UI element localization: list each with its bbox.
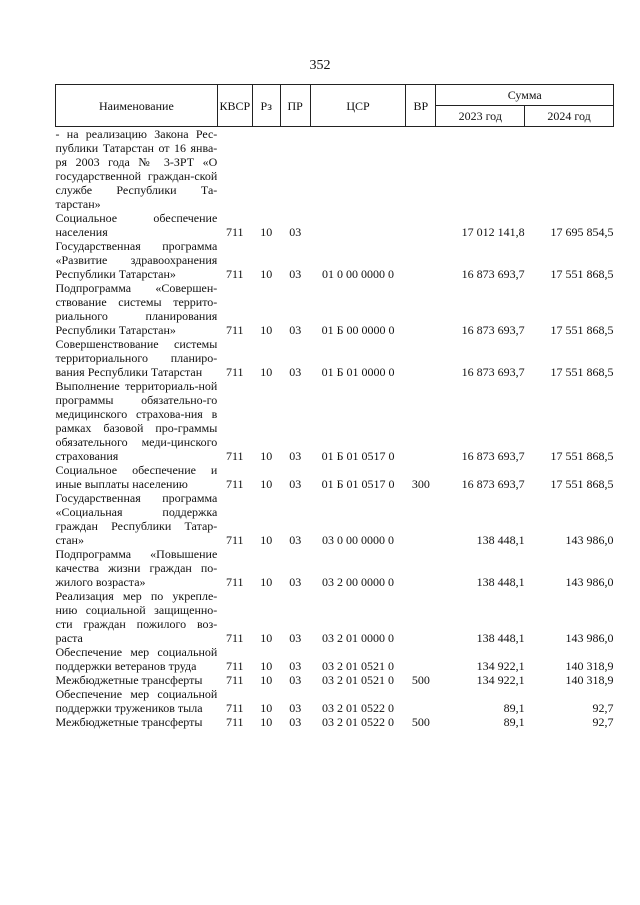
cell-pr: 03	[289, 701, 302, 715]
cell-vr	[406, 687, 436, 715]
cell-kvsr: 711	[226, 267, 244, 281]
table-row	[56, 127, 614, 212]
cell-sum-2024: 143 986,0	[565, 631, 614, 645]
table-row	[56, 673, 614, 687]
cell-sum-2024: 143 986,0	[565, 575, 614, 589]
cell-csr: 01 0 00 0000 0	[322, 267, 395, 281]
cell-kvsr	[217, 127, 252, 212]
cell-csr: 03 2 01 0521 0	[322, 673, 395, 687]
cell-pr: 03	[289, 323, 302, 337]
cell-sum-2024	[525, 127, 614, 212]
cell-pr: 03	[289, 673, 302, 687]
cell-sum-2024: 17 551 868,5	[550, 365, 614, 379]
table-row	[56, 687, 614, 715]
cell-sum-2023: 17 012 141,8	[461, 225, 525, 239]
cell-sum-2024: 17 695 854,5	[550, 225, 614, 239]
table-row	[56, 211, 614, 239]
cell-sum-2023: 16 873 693,7	[461, 365, 525, 379]
cell-csr	[310, 211, 406, 239]
cell-rz: 10	[260, 267, 273, 281]
cell-sum-2023: 16 873 693,7	[461, 323, 525, 337]
header-csr: ЦСР	[310, 85, 406, 127]
cell-vr	[406, 337, 436, 379]
cell-vr	[406, 491, 436, 547]
cell-rz: 10	[260, 449, 273, 463]
table-row	[56, 337, 614, 379]
cell-sum-2023: 89,1	[503, 701, 525, 715]
cell-sum-2024: 92,7	[592, 701, 614, 715]
cell-name: Совершенствование системы территориального планиро-вания Республики Татарстан	[55, 337, 218, 379]
cell-csr: 01 Б 01 0517 0	[321, 477, 395, 491]
cell-sum-2024: 17 551 868,5	[550, 449, 614, 463]
cell-sum-2024: 17 551 868,5	[550, 477, 614, 491]
cell-name: Государственная программа «Развитие здравоохранения Республики Татарстан»	[55, 239, 218, 281]
table-row	[56, 379, 614, 463]
cell-kvsr: 711	[226, 701, 244, 715]
cell-name: Подпрограмма «Совершен-ствование системы террито-риального планирования Республики Татарстан»	[55, 281, 218, 337]
cell-rz: 10	[260, 715, 273, 729]
cell-sum-2024: 140 318,9	[565, 673, 614, 687]
cell-pr	[280, 127, 310, 212]
cell-name: Межбюджетные трансферты	[55, 673, 203, 687]
cell-rz: 10	[260, 673, 273, 687]
cell-vr	[406, 127, 436, 212]
cell-rz: 10	[260, 701, 273, 715]
table-row	[56, 239, 614, 281]
cell-pr: 03	[289, 449, 302, 463]
table-row	[56, 281, 614, 337]
cell-pr: 03	[289, 477, 302, 491]
budget-table	[55, 84, 614, 729]
cell-sum-2024: 92,7	[592, 715, 614, 729]
header-pr: ПР	[280, 85, 310, 127]
header-year-2024: 2024 год	[525, 106, 614, 127]
cell-kvsr: 711	[226, 673, 244, 687]
cell-sum-2023: 16 873 693,7	[461, 449, 525, 463]
table-row	[56, 491, 614, 547]
table-body	[56, 127, 614, 730]
header-sum: Сумма	[436, 85, 614, 106]
table-row	[56, 589, 614, 645]
header-year-2023: 2023 год	[436, 106, 525, 127]
cell-vr	[406, 589, 436, 645]
cell-rz: 10	[260, 575, 273, 589]
cell-kvsr: 711	[226, 449, 244, 463]
cell-csr: 03 2 01 0522 0	[322, 701, 395, 715]
cell-vr	[406, 281, 436, 337]
cell-pr: 03	[289, 575, 302, 589]
cell-name: Обеспечение мер социальной поддержки ветеранов труда	[55, 645, 218, 673]
header-vr: ВР	[406, 85, 436, 127]
cell-name: Выполнение территориаль-ной программы обязательно-го медицинского страхова-ния в рамках базовой про-граммы обязательного меди-цинского страхования	[55, 379, 218, 463]
cell-sum-2023: 89,1	[503, 715, 525, 729]
cell-kvsr: 711	[226, 477, 244, 491]
cell-vr: 500	[411, 673, 430, 687]
cell-sum-2023: 134 922,1	[476, 659, 525, 673]
cell-pr: 03	[289, 715, 302, 729]
cell-rz: 10	[260, 631, 273, 645]
cell-vr: 300	[411, 477, 430, 491]
cell-csr: 01 Б 01 0000 0	[321, 365, 395, 379]
cell-sum-2023: 16 873 693,7	[461, 267, 525, 281]
cell-sum-2023: 134 922,1	[476, 673, 525, 687]
cell-name: Обеспечение мер социальной поддержки тружеников тыла	[55, 687, 218, 715]
cell-name: Социальное обеспечение населения	[55, 211, 218, 239]
cell-vr: 500	[411, 715, 430, 729]
cell-vr	[406, 239, 436, 281]
cell-csr: 03 2 01 0000 0	[322, 631, 395, 645]
cell-kvsr: 711	[226, 659, 244, 673]
cell-csr: 03 2 00 0000 0	[322, 575, 395, 589]
cell-pr: 03	[289, 631, 302, 645]
cell-rz: 10	[260, 323, 273, 337]
cell-kvsr: 711	[226, 533, 244, 547]
cell-name: Межбюджетные трансферты	[55, 715, 203, 729]
cell-csr: 01 Б 01 0517 0	[321, 449, 395, 463]
cell-name: - на реализацию Закона Рес-публики Татарстан от 16 янва-ря 2003 года № 3-ЗРТ «О государственной граждан-ской службе Республики Та-тарстан»	[55, 127, 218, 211]
cell-sum-2024: 143 986,0	[565, 533, 614, 547]
cell-sum-2024: 17 551 868,5	[550, 323, 614, 337]
cell-sum-2023: 138 448,1	[476, 533, 525, 547]
cell-sum-2023: 16 873 693,7	[461, 477, 525, 491]
header-rz: Рз	[252, 85, 280, 127]
cell-kvsr: 711	[226, 323, 244, 337]
cell-kvsr: 711	[226, 575, 244, 589]
cell-kvsr: 711	[226, 365, 244, 379]
cell-name: Подпрограмма «Повышение качества жизни граждан по-жилого возраста»	[55, 547, 218, 589]
cell-kvsr: 711	[226, 631, 244, 645]
cell-vr	[406, 211, 436, 239]
cell-pr: 03	[289, 365, 302, 379]
cell-rz: 10	[260, 225, 273, 239]
cell-sum-2023: 138 448,1	[476, 631, 525, 645]
cell-rz: 10	[260, 533, 273, 547]
cell-rz	[252, 127, 280, 212]
cell-vr	[406, 645, 436, 673]
cell-name: Реализация мер по укрепле-нию социальной защищенно-сти граждан пожилого воз-раста	[55, 589, 218, 645]
cell-name: Социальное обеспечение и иные выплаты населению	[55, 463, 218, 491]
header-name: Наименование	[56, 85, 218, 127]
table-header	[56, 85, 614, 127]
cell-vr	[406, 379, 436, 463]
cell-sum-2023	[436, 127, 525, 212]
cell-rz: 10	[260, 365, 273, 379]
cell-sum-2024: 17 551 868,5	[550, 267, 614, 281]
cell-kvsr: 711	[226, 715, 244, 729]
table-row	[56, 715, 614, 729]
cell-pr: 03	[289, 225, 302, 239]
table-row	[56, 645, 614, 673]
cell-sum-2023: 138 448,1	[476, 575, 525, 589]
cell-csr: 03 2 01 0522 0	[322, 715, 395, 729]
page-number: 352	[309, 58, 331, 73]
cell-pr: 03	[289, 533, 302, 547]
cell-rz: 10	[260, 477, 273, 491]
cell-name: Государственная программа «Социальная поддержка граждан Республики Татар-стан»	[55, 491, 218, 547]
cell-rz: 10	[260, 659, 273, 673]
cell-csr: 03 2 01 0521 0	[322, 659, 395, 673]
header-kvsr: КВСР	[217, 85, 252, 127]
cell-kvsr: 711	[226, 225, 244, 239]
table-row	[56, 547, 614, 589]
cell-vr	[406, 547, 436, 589]
cell-csr: 03 0 00 0000 0	[322, 533, 395, 547]
cell-pr: 03	[289, 267, 302, 281]
cell-csr: 01 Б 00 0000 0	[321, 323, 395, 337]
table-row	[56, 463, 614, 491]
cell-pr: 03	[289, 659, 302, 673]
cell-csr	[310, 127, 406, 212]
cell-sum-2024: 140 318,9	[565, 659, 614, 673]
